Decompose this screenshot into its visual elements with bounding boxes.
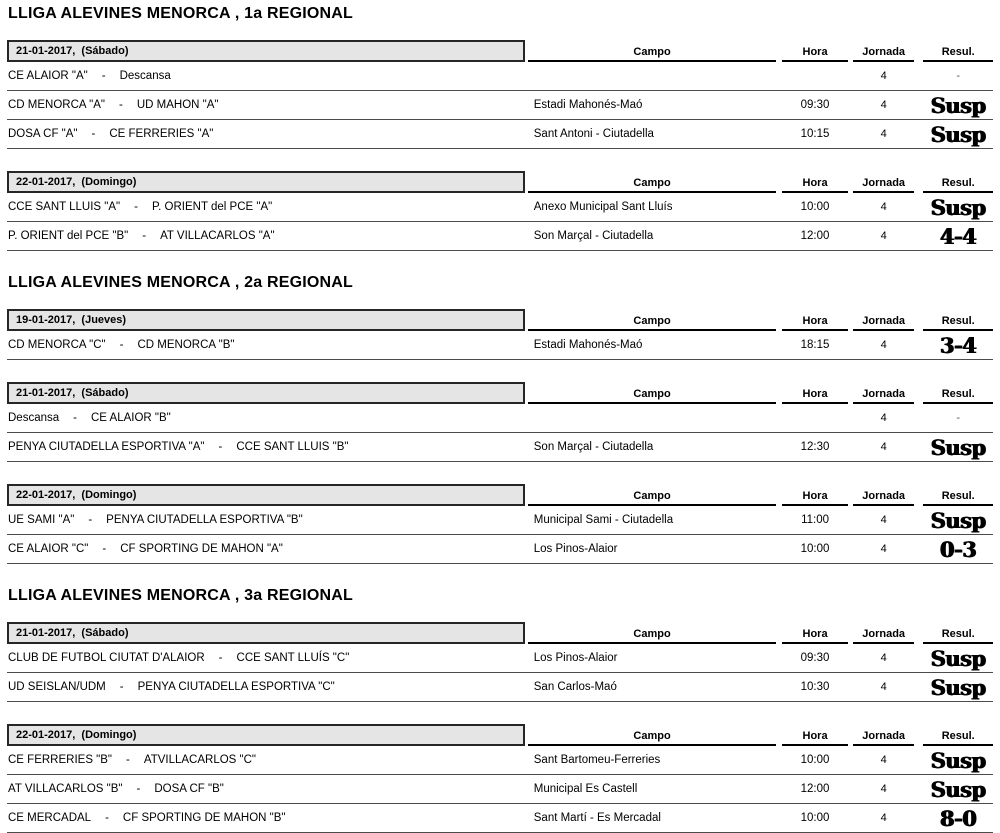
vs-dash: - [218, 441, 223, 453]
date-label: 22-01-2017, (Domingo) [16, 176, 137, 188]
home-team: CLUB DE FUTBOL CIUTAT D'ALAIOR [8, 652, 205, 664]
jornada-cell: 4 [880, 339, 887, 351]
match-row [7, 644, 993, 673]
campo-cell: Son Marçal - Ciutadella [533, 230, 654, 242]
jornada-cell: 4 [880, 754, 887, 766]
resul-cell: 4-4 [939, 223, 977, 249]
block-header-row [7, 171, 993, 193]
date-block [7, 40, 993, 149]
away-team: AT VILLACARLOS "A" [160, 230, 275, 242]
match-rows [7, 193, 993, 251]
hora-header: Hora [782, 309, 848, 331]
date-label: 21-01-2017, (Sábado) [16, 45, 129, 57]
home-team: CE ALAIOR "C" [8, 543, 89, 555]
campo-header: Campo [528, 171, 776, 193]
resul-cell: - [956, 70, 961, 82]
away-team: P. ORIENT del PCE "A" [151, 201, 273, 213]
hora-cell: 10:00 [800, 754, 830, 766]
resul-header: Resul. [923, 724, 993, 746]
jornada-cell: 4 [880, 441, 887, 453]
match-teams [7, 812, 525, 824]
match-rows [7, 644, 993, 702]
match-teams [7, 681, 525, 693]
match-rows [7, 62, 993, 149]
hora-cell: 11:00 [801, 514, 829, 526]
match-teams [7, 230, 525, 242]
date-block [7, 622, 993, 702]
away-team: PENYA CIUTADELLA ESPORTIVA "C" [137, 681, 335, 693]
jornada-cell: 4 [880, 783, 887, 795]
away-team: CE ALAIOR "B" [90, 412, 171, 424]
home-team: CE MERCADAL [8, 812, 92, 824]
resul-cell: Susp [930, 507, 986, 533]
jornada-header: Jornada [853, 171, 915, 193]
hora-cell: 12:00 [800, 783, 830, 795]
match-row [7, 746, 993, 775]
date-box [7, 171, 525, 193]
date-box [7, 484, 525, 506]
hora-header: Hora [782, 622, 848, 644]
home-team: CD MENORCA "A" [8, 99, 105, 111]
home-team: DOSA CF "A" [8, 128, 78, 140]
campo-cell: Municipal Es Castell [533, 783, 638, 795]
resul-header: Resul. [923, 622, 993, 644]
jornada-cell: 4 [880, 681, 887, 693]
hora-header: Hora [782, 171, 848, 193]
campo-cell: Son Marçal - Ciutadella [533, 441, 654, 453]
match-row [7, 775, 993, 804]
jornada-header: Jornada [853, 309, 915, 331]
vs-dash: - [136, 783, 141, 795]
away-team: CCE SANT LLUÍS "C" [236, 652, 350, 664]
match-row [7, 62, 993, 91]
resul-cell: 0-3 [939, 536, 977, 562]
date-block [7, 724, 993, 833]
away-team: UD MAHON "A" [136, 99, 219, 111]
resul-header: Resul. [923, 382, 993, 404]
date-block [7, 382, 993, 462]
section-title: LLIGA ALEVINES MENORCA , 2a REGIONAL [8, 274, 354, 291]
match-teams [7, 652, 525, 664]
jornada-header: Jornada [853, 484, 915, 506]
hora-header: Hora [782, 382, 848, 404]
vs-dash: - [105, 812, 109, 824]
away-team: CE FERRERIES "A" [109, 128, 214, 140]
block-header-row [7, 382, 993, 404]
resul-header: Resul. [923, 484, 993, 506]
date-box [7, 724, 525, 746]
hora-cell: 12:30 [800, 441, 830, 453]
vs-dash: - [73, 412, 77, 424]
section-title: LLIGA ALEVINES MENORCA , 1a REGIONAL [8, 5, 354, 22]
campo-cell: Los Pinos-Alaior [533, 652, 618, 664]
home-team: CE FERRERIES "B" [8, 754, 113, 766]
match-row [7, 222, 993, 251]
vs-dash: - [118, 99, 123, 111]
home-team: CCE SANT LLUIS "A" [8, 201, 121, 213]
home-team: AT VILLACARLOS "B" [8, 783, 123, 795]
date-box [7, 382, 525, 404]
campo-cell: Los Pinos-Alaior [533, 543, 618, 555]
match-row [7, 193, 993, 222]
jornada-cell: 4 [880, 543, 887, 555]
date-label: 21-01-2017, (Sábado) [16, 387, 129, 399]
match-teams [7, 70, 525, 82]
vs-dash: - [88, 514, 93, 526]
block-header-row [7, 484, 993, 506]
hora-cell: 10:15 [800, 128, 830, 140]
campo-header: Campo [528, 382, 776, 404]
hora-cell: 18:15 [800, 339, 830, 351]
jornada-cell: 4 [880, 99, 887, 111]
hora-cell: 09:30 [800, 99, 830, 111]
jornada-cell: 4 [880, 230, 887, 242]
home-team: UD SEISLAN/UDM [8, 681, 106, 693]
jornada-header: Jornada [853, 622, 915, 644]
jornada-header: Jornada [853, 40, 915, 62]
resul-cell: Susp [930, 92, 986, 118]
match-rows [7, 506, 993, 564]
vs-dash: - [91, 128, 96, 140]
match-row [7, 404, 993, 433]
hora-header: Hora [782, 484, 848, 506]
match-teams [7, 514, 525, 526]
date-label: 21-01-2017, (Sábado) [16, 627, 129, 639]
hora-cell: 10:00 [800, 543, 830, 555]
resul-cell: Susp [930, 776, 986, 802]
resul-cell: Susp [930, 194, 986, 220]
vs-dash: - [119, 339, 124, 351]
home-team: CD MENORCA "C" [8, 339, 106, 351]
match-row [7, 91, 993, 120]
resul-header: Resul. [923, 40, 993, 62]
vs-dash: - [101, 70, 106, 82]
date-box [7, 40, 525, 62]
home-team: UE SAMI "A" [8, 514, 75, 526]
vs-dash: - [119, 681, 124, 693]
vs-dash: - [134, 201, 138, 213]
match-teams [7, 412, 525, 424]
match-teams [7, 441, 525, 453]
home-team: Descansa [8, 412, 60, 424]
date-label: 19-01-2017, (Jueves) [16, 314, 127, 326]
date-box [7, 309, 525, 331]
jornada-header: Jornada [853, 724, 915, 746]
league-section [7, 586, 993, 833]
hora-header: Hora [782, 40, 848, 62]
away-team: DOSA CF "B" [154, 783, 224, 795]
campo-header: Campo [528, 622, 776, 644]
jornada-cell: 4 [880, 514, 887, 526]
campo-header: Campo [528, 724, 776, 746]
date-block [7, 309, 993, 360]
match-rows [7, 331, 993, 360]
resul-cell: Susp [930, 121, 986, 147]
resul-cell: Susp [930, 674, 986, 700]
campo-header: Campo [528, 309, 776, 331]
vs-dash: - [218, 652, 223, 664]
match-row [7, 535, 993, 564]
home-team: CE ALAIOR "A" [8, 70, 88, 82]
hora-cell: 10:00 [800, 201, 830, 213]
jornada-cell: 4 [880, 128, 887, 140]
date-box [7, 622, 525, 644]
away-team: CD MENORCA "B" [137, 339, 235, 351]
campo-cell: Municipal Sami - Ciutadella [533, 514, 674, 526]
match-row [7, 804, 993, 833]
campo-header: Campo [528, 40, 776, 62]
campo-cell: Estadi Mahonés-Maó [533, 339, 643, 351]
hora-header: Hora [782, 724, 848, 746]
away-team: CF SPORTING DE MAHON "A" [120, 543, 283, 555]
resul-header: Resul. [923, 309, 993, 331]
vs-dash: - [102, 543, 107, 555]
campo-cell: Sant Bartomeu-Ferreries [533, 754, 661, 766]
jornada-cell: 4 [880, 70, 887, 82]
jornada-cell: 4 [880, 412, 887, 424]
campo-cell: Estadi Mahonés-Maó [533, 99, 643, 111]
away-team: CCE SANT LLUIS "B" [236, 441, 349, 453]
block-header-row [7, 309, 993, 331]
resul-cell: Susp [930, 645, 986, 671]
resul-cell: 3-4 [939, 332, 977, 358]
vs-dash: - [126, 754, 130, 766]
hora-cell: 10:30 [800, 681, 830, 693]
block-header-row [7, 622, 993, 644]
match-row [7, 673, 993, 702]
home-team: PENYA CIUTADELLA ESPORTIVA "A" [8, 441, 205, 453]
match-teams [7, 543, 525, 555]
resul-cell: Susp [930, 747, 986, 773]
league-section [7, 273, 993, 564]
match-row [7, 506, 993, 535]
hora-cell: 09:30 [800, 652, 830, 664]
jornada-header: Jornada [853, 382, 915, 404]
date-label: 22-01-2017, (Domingo) [16, 729, 137, 741]
date-label: 22-01-2017, (Domingo) [16, 489, 137, 501]
resul-header: Resul. [923, 171, 993, 193]
campo-cell: Sant Martí - Es Mercadal [533, 812, 661, 824]
campo-cell: San Carlos-Maó [533, 681, 617, 693]
jornada-cell: 4 [880, 201, 887, 213]
match-teams [7, 99, 525, 111]
jornada-cell: 4 [880, 812, 887, 824]
match-rows [7, 404, 993, 462]
league-section [7, 4, 993, 251]
match-row [7, 120, 993, 149]
match-row [7, 331, 993, 360]
away-team: CF SPORTING DE MAHON "B" [122, 812, 286, 824]
resul-cell: Susp [930, 434, 986, 460]
campo-cell: Anexo Municipal Sant Lluís [533, 201, 673, 213]
away-team: ATVILLACARLOS "C" [143, 754, 256, 766]
date-block [7, 484, 993, 564]
hora-cell: 12:00 [800, 230, 830, 242]
section-title: LLIGA ALEVINES MENORCA , 3a REGIONAL [8, 587, 354, 604]
away-team: Descansa [119, 70, 171, 82]
block-header-row [7, 40, 993, 62]
match-teams [7, 128, 525, 140]
resul-cell: 8-0 [939, 805, 977, 831]
match-teams [7, 754, 525, 766]
match-teams [7, 339, 525, 351]
resul-cell: - [956, 412, 961, 424]
jornada-cell: 4 [880, 652, 887, 664]
campo-cell: Sant Antoni - Ciutadella [533, 128, 654, 140]
match-teams [7, 783, 525, 795]
match-row [7, 433, 993, 462]
hora-cell: 10:00 [800, 812, 830, 824]
campo-header: Campo [528, 484, 776, 506]
away-team: PENYA CIUTADELLA ESPORTIVA "B" [106, 514, 303, 526]
match-teams [7, 201, 525, 213]
date-block [7, 171, 993, 251]
block-header-row [7, 724, 993, 746]
vs-dash: - [142, 230, 147, 242]
home-team: P. ORIENT del PCE "B" [8, 230, 129, 242]
